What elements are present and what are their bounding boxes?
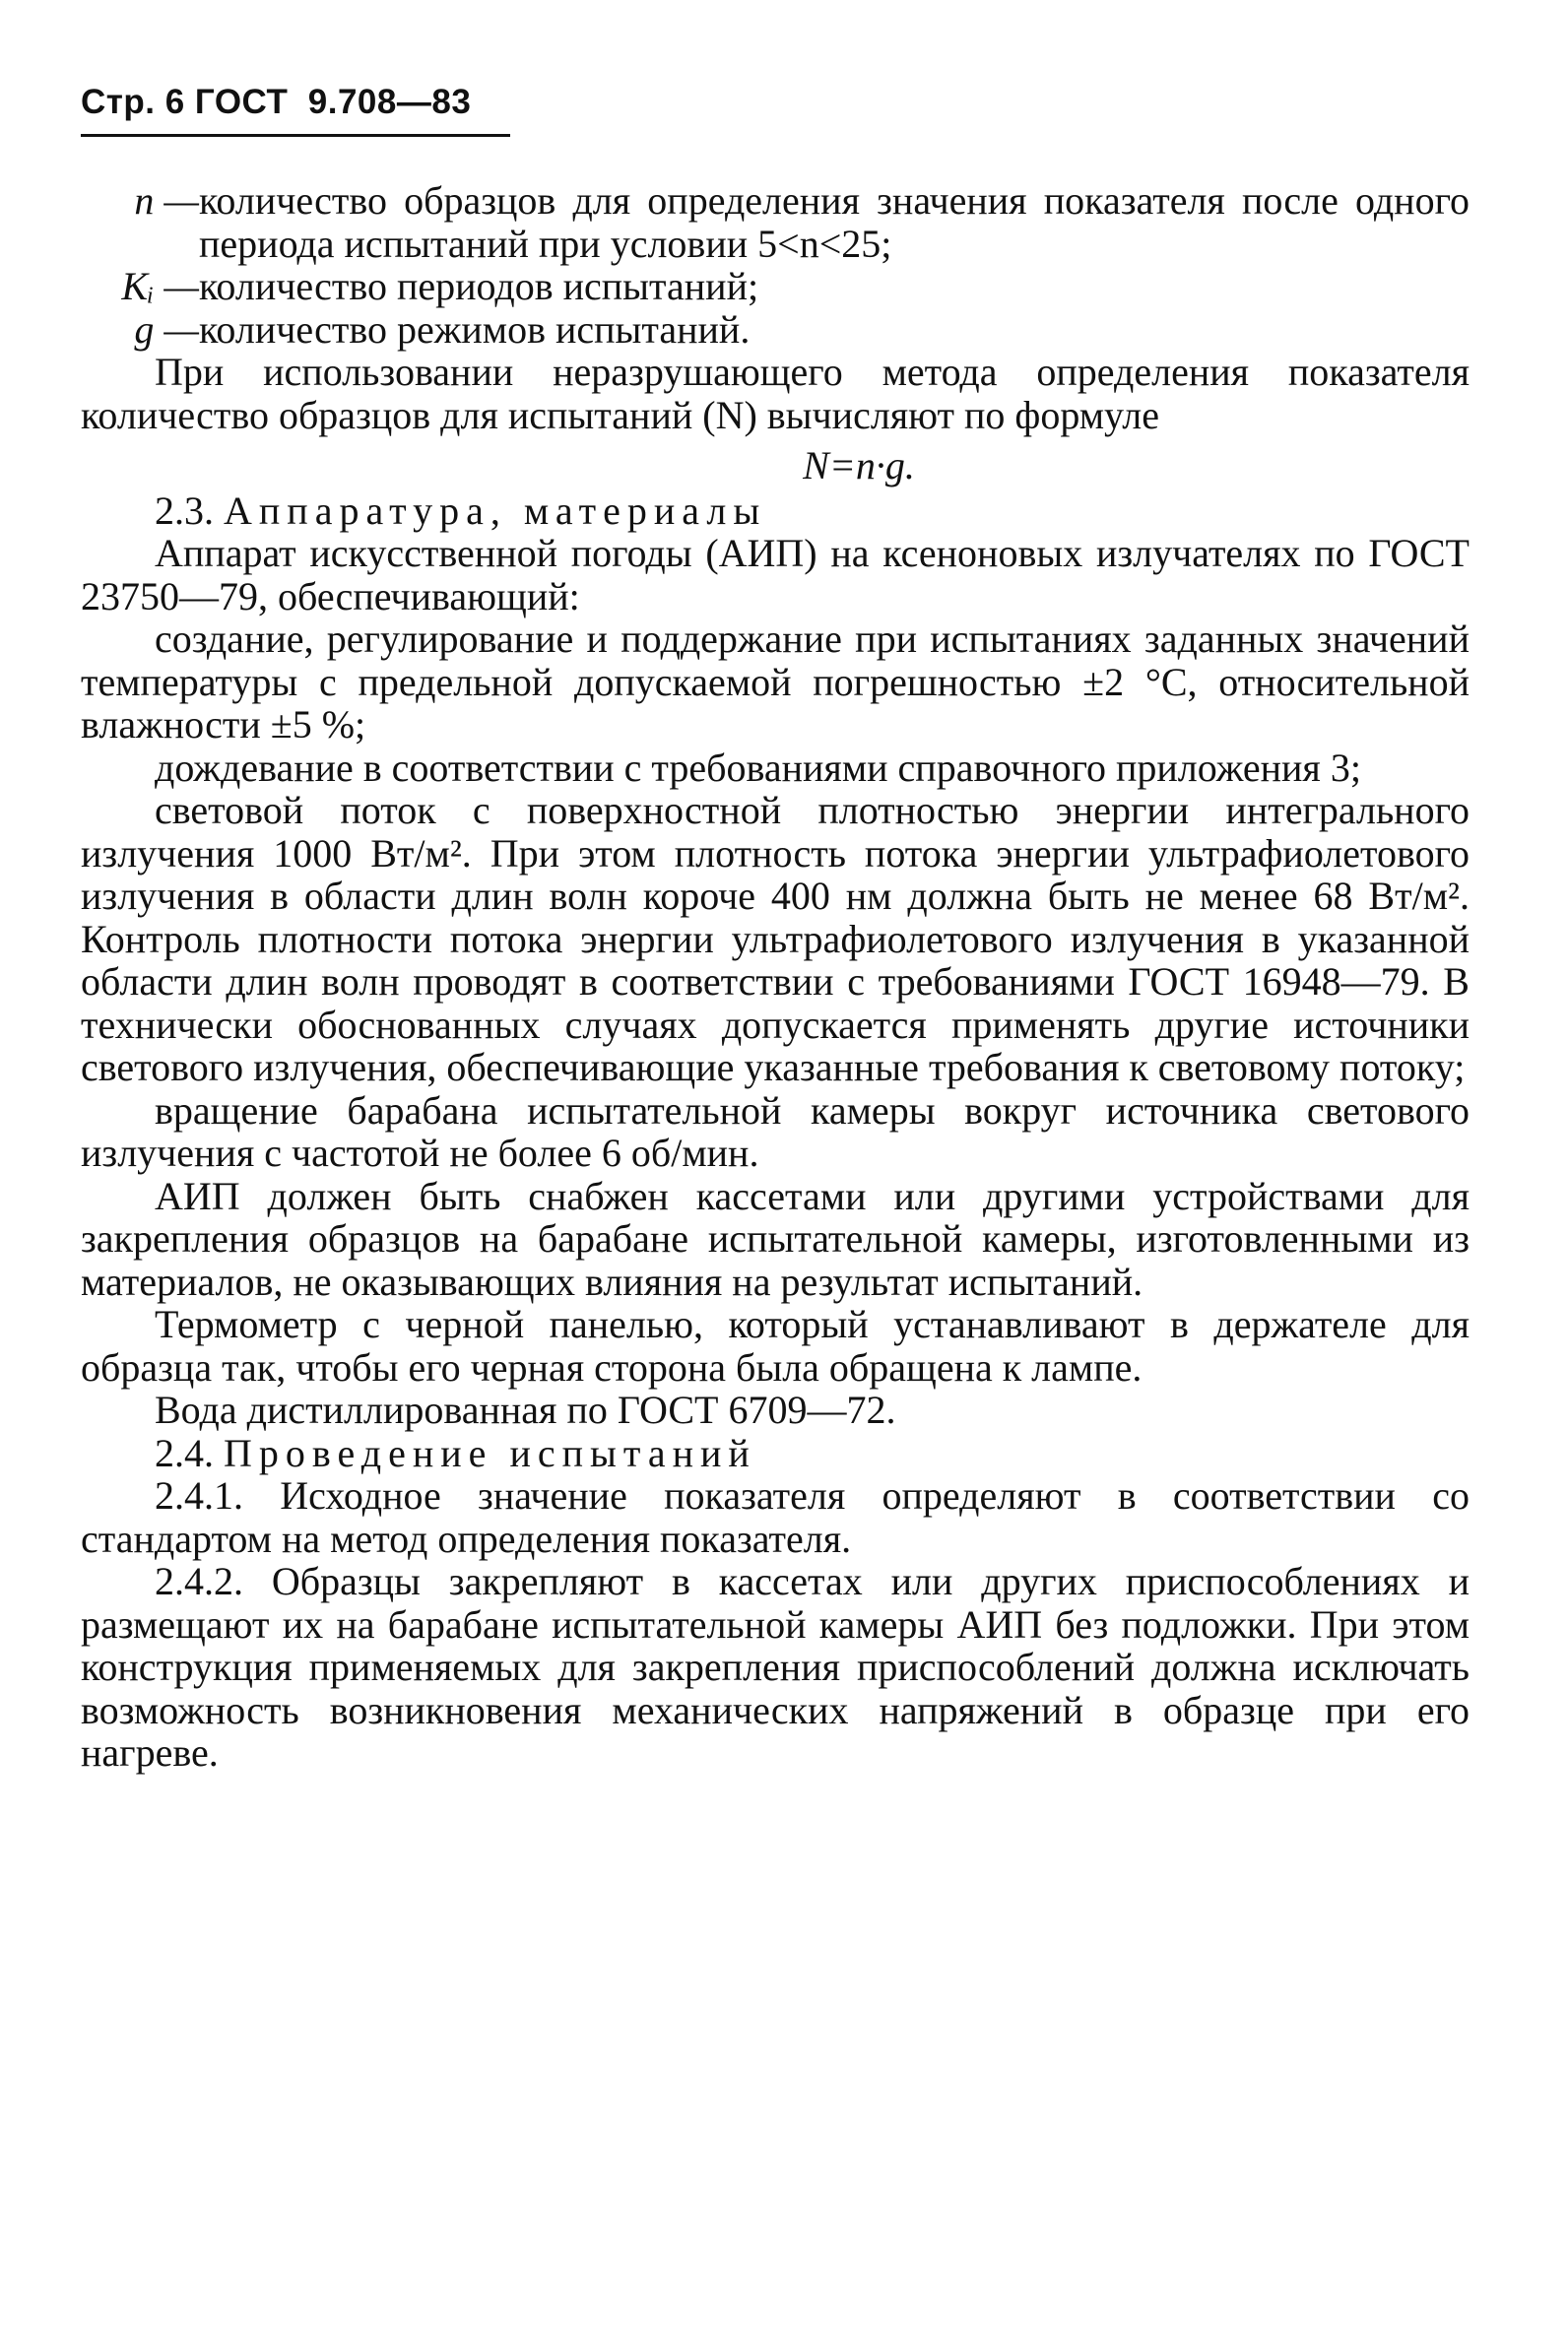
section-heading-2-4 — [81, 1432, 1470, 1475]
section-heading-2-3 — [81, 489, 1470, 533]
paragraph: Аппарат искусственной погоды (АИП) на ксеноновых излучателях по ГОСТ 23750—79, обеспечивающий: — [81, 531, 1470, 618]
document-body — [81, 179, 1470, 1775]
section-title: Аппаратура, материалы — [224, 487, 767, 533]
definition-text: количество режимов испытаний. — [199, 306, 751, 352]
paragraph: 2.4.1. Исходное значение показателя определяют в соответствии со стандартом на метод определения показателя. — [81, 1473, 1470, 1561]
header-rule — [81, 134, 510, 137]
definition-text: количество образцов для определения значения показателя после одного периода испытаний при условии 5<n<25; — [199, 178, 1470, 266]
paragraph: вращение барабана испытательной камеры вокруг источника светового излучения с частотой не более 6 об/мин. — [81, 1087, 1470, 1175]
document-page — [81, 77, 1470, 1775]
section-title: Проведение испытаний — [224, 1430, 756, 1475]
paragraph: дождевание в соответствии с требованиями справочного приложения 3; — [155, 745, 1361, 790]
paragraph: При использовании неразрушающего метода определения показателя количество образцов для испытаний (N) вычисляют по формуле — [81, 350, 1470, 437]
definition-term: n — — [134, 178, 199, 223]
definition-n — [81, 179, 1470, 265]
section-number: 2.3. — [155, 487, 214, 533]
definition-term: g — — [134, 306, 199, 352]
paragraph: световой поток с поверхностной плотностью энергии интегрального излучения 1000 Вт/м². При этом плотность потока энергии ультрафиолетового излучения в области длин волн короче 400 нм должна быть не менее 68 Вт/м². Контроль плотности потока энергии ультрафиолетового излучения в указанной области длин волн проводят в соответствии с требованиями ГОСТ 16948—79. В технически обоснованных случаях допускается применять другие источники светового излучения, обеспечивающие указанные требования к световому потоку; — [81, 788, 1470, 1089]
paragraph: Термометр с черной панелью, который устанавливают в держателе для образца так, чтобы его черная сторона была обращена к лампе. — [81, 1302, 1470, 1390]
paragraph: 2.4.2. Образцы закрепляют в кассетах или других приспособлениях и размещают их на барабане испытательной камеры АИП без подложки. При этом конструкция применяемых для закрепления приспособлений должна исключать возможность возникновения механических напряжений в образце при его нагреве. — [81, 1559, 1470, 1775]
formula: N=n·g. — [803, 443, 915, 487]
definition-k — [81, 265, 1470, 308]
section-number: 2.4. — [155, 1430, 214, 1475]
paragraph: создание, регулирование и поддержание при испытаниях заданных значений температуры с предельной допускаемой погрешностью ±2 °С, относительной влажности ±5 %; — [81, 617, 1470, 747]
paragraph: АИП должен быть снабжен кассетами или другими устройствами для закрепления образцов на барабане испытательной камеры, изготовленными из материалов, не оказывающих влияния на результат испытаний. — [81, 1173, 1470, 1304]
paragraph: Вода дистиллированная по ГОСТ 6709—72. — [155, 1388, 896, 1432]
definition-g — [81, 308, 1470, 352]
page-header: Стр. 6 ГОСТ 9.708—83 — [81, 83, 472, 121]
definition-text: количество периодов испытаний; — [199, 264, 759, 308]
definition-term: Kᵢ — — [121, 264, 199, 308]
